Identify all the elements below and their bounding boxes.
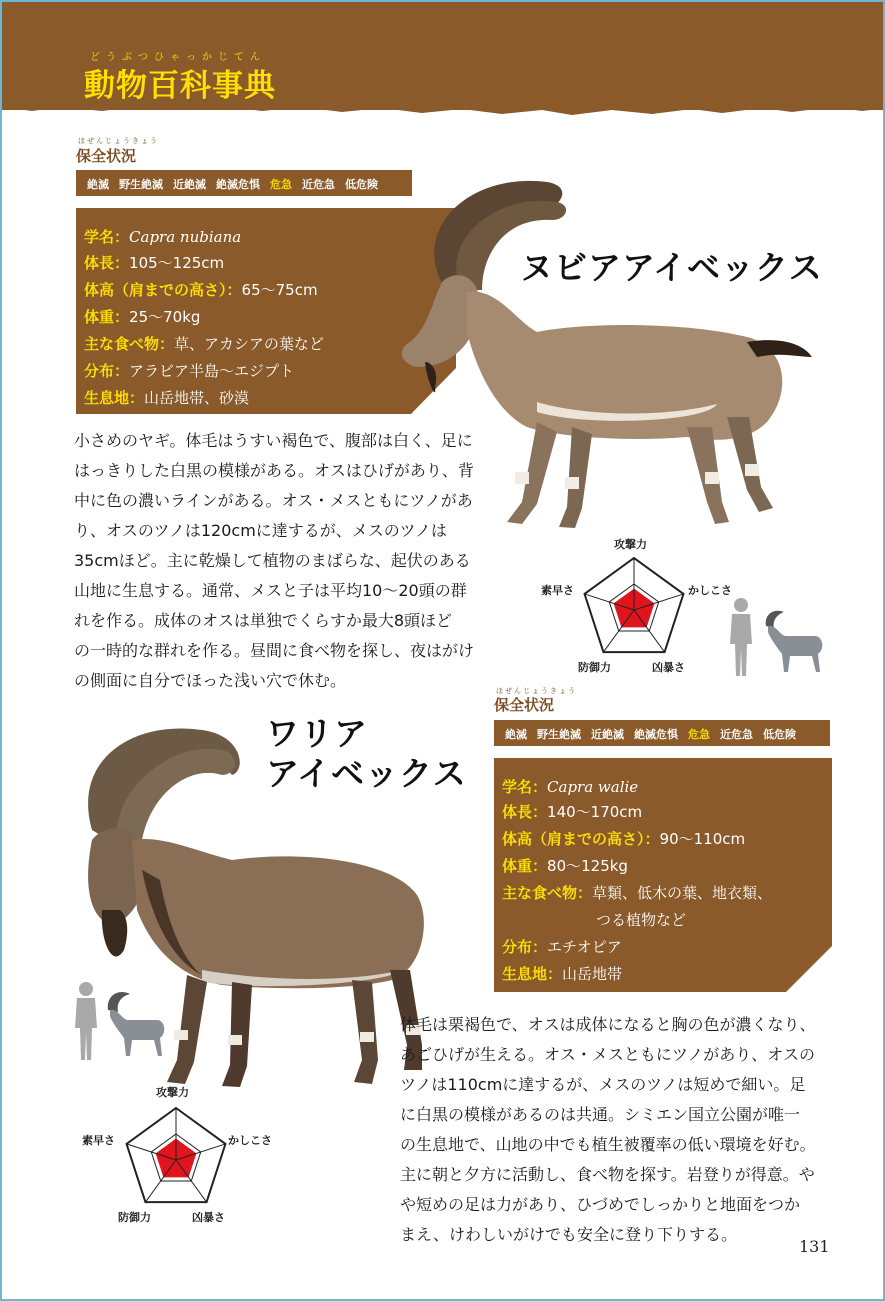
nubian-length: 体長：105〜125cm [84, 254, 225, 272]
walia-description [400, 1010, 840, 1250]
nubian-status-label: 保全状況 [76, 147, 137, 165]
key: 主な食べ物 [502, 884, 578, 902]
value: エチオピア [547, 938, 622, 956]
nubian-radar-label-intelligence: かしこさ [688, 584, 732, 597]
walia-food-cont: つる植物など [596, 911, 687, 929]
walia-status-label: 保全状況 [494, 696, 555, 714]
walia-height: 体高（肩までの高さ）：90〜110cm [502, 830, 746, 848]
walia-radar-label-attack: 攻撃力 [156, 1086, 189, 1099]
walia-scientific-name: 学名：Capra walie [502, 778, 639, 796]
title-ruby: どうぶつひゃっかじてん [90, 52, 266, 63]
walia-desc-line: 主に朝と夕方に活動し、食べ物を探す。岩登りが得意。や [400, 1165, 815, 1184]
value: アラビア半島〜エジプト [129, 362, 295, 380]
walia-size-comparison [72, 980, 172, 1062]
key: 体長 [502, 803, 533, 821]
value: 140〜170cm [547, 803, 643, 821]
walia-desc-line: や短めの足は力があり、ひづめでしっかりと地面をつか [400, 1195, 801, 1214]
value: 山岳地帯、砂漠 [144, 389, 250, 407]
nubian-height: 体高（肩までの高さ）：65〜75cm [84, 281, 318, 299]
value: Capra nubiana [129, 228, 242, 246]
walia-desc-line: あごひげが生える。オス・メスともにツノがあり、オスの [400, 1045, 816, 1064]
nubian-description [74, 426, 494, 696]
value: 90〜110cm [659, 830, 746, 848]
walia-weight: 体重：80〜125kg [502, 857, 628, 875]
walia-desc-line: の生息地で、山地の中でも植生被覆率の低い環境を好む。 [400, 1135, 816, 1154]
nubian-species-name: ヌビアアイベックス [520, 248, 823, 287]
walia-name-line2: アイベックス [266, 753, 467, 793]
nubian-desc-line: はっきりした白黒の模様がある。オスはひげがあり、背 [74, 461, 474, 480]
walia-radar-label-speed: 素早さ [82, 1134, 115, 1147]
status-extinct: 絶滅 [505, 728, 527, 741]
value: 25〜70kg [129, 308, 201, 326]
key: 体重 [84, 308, 115, 326]
nubian-desc-line: 中に色の濃いラインがある。オス・メスともにツノがあ [74, 491, 473, 510]
value: 草、アカシアの葉など [174, 335, 324, 353]
walia-status-ruby: ほぜんじょうきょう [496, 687, 577, 695]
key: 生息地 [84, 389, 130, 407]
status-endangered: 絶滅危惧 [634, 728, 678, 741]
status-vulnerable-active: 危急 [688, 728, 710, 741]
walia-distribution: 分布：エチオピア [502, 938, 622, 956]
walia-status-bar [494, 720, 830, 746]
walia-radar-label-intelligence: かしこさ [228, 1134, 272, 1147]
value: Capra walie [547, 778, 639, 796]
key: 体高（肩までの高さ） [502, 830, 645, 848]
key: 体高（肩までの高さ） [84, 281, 227, 299]
status-critically-endangered: 近絶滅 [173, 178, 206, 191]
page-title: 動物百科事典 [84, 68, 276, 104]
status-endangered: 絶滅危惧 [216, 178, 260, 191]
nubian-desc-line: 山地に生息する。通常、メスと子は平均10〜20頭の群 [74, 581, 467, 600]
key: 学名 [502, 778, 533, 796]
nubian-radar-label-attack: 攻撃力 [614, 538, 647, 551]
nubian-desc-line: 小さめのヤギ。体毛はうすい褐色で、腹部は白く、足に [74, 431, 473, 450]
nubian-status-ruby: ほぜんじょうきょう [78, 137, 159, 145]
nubian-status-bar [76, 170, 412, 196]
status-near-threatened: 近危急 [302, 178, 335, 191]
walia-length: 体長：140〜170cm [502, 803, 643, 821]
nubian-desc-line: の側面に自分でほった浅い穴で休む。 [74, 671, 347, 690]
nubian-scientific-name: 学名：Capra nubiana [84, 228, 242, 246]
walia-habitat: 生息地：山岳地帯 [502, 965, 623, 983]
nubian-desc-line: の一時的な群れを作る。昼間に食べ物を探し、夜はがけ [74, 641, 475, 660]
value: 80〜125kg [547, 857, 628, 875]
nubian-distribution: 分布：アラビア半島〜エジプト [84, 362, 295, 380]
key: 学名 [84, 228, 115, 246]
value: 山岳地帯 [562, 965, 623, 983]
status-extinct: 絶滅 [87, 178, 109, 191]
value: 65〜75cm [241, 281, 318, 299]
page-number: 131 [799, 1237, 830, 1256]
value: 草類、低木の葉、地衣類、 [592, 884, 773, 902]
nubian-desc-line: 35cmほど。主に乾燥して植物のまばらな、起伏のある [74, 551, 471, 570]
nubian-desc-line: れを作る。成体のオスは単独でくらすか最大8頭ほど [74, 611, 453, 630]
walia-desc-line: 体毛は栗褐色で、オスは成体になると胸の色が濃くなり、 [400, 1015, 816, 1034]
value: 105〜125cm [129, 254, 225, 272]
status-least-concern: 低危険 [345, 178, 378, 191]
key: 分布 [84, 362, 115, 380]
nubian-radar-label-speed: 素早さ [541, 584, 574, 597]
status-near-threatened: 近危急 [720, 728, 753, 741]
nubian-desc-line: り、オスのツノは120cmに達するが、メスのツノは [74, 521, 447, 540]
status-critically-endangered: 近絶滅 [591, 728, 624, 741]
walia-radar-label-ferocity: 凶暴さ [192, 1211, 225, 1224]
status-least-concern: 低危険 [763, 728, 796, 741]
walia-name-line1: ワリア [266, 714, 368, 753]
status-extinct-wild: 野生絶滅 [537, 728, 581, 741]
key: 体重 [502, 857, 533, 875]
walia-radar-label-defense: 防御力 [118, 1211, 151, 1224]
nubian-radar-label-ferocity: 凶暴さ [652, 661, 685, 674]
nubian-size-comparison [724, 596, 834, 678]
key: 生息地 [502, 965, 548, 983]
nubian-weight: 体重：25〜70kg [84, 308, 201, 326]
status-vulnerable-active: 危急 [270, 178, 292, 191]
key: 分布 [502, 938, 533, 956]
nubian-ability-radar [572, 550, 696, 662]
nubian-radar-label-defense: 防御力 [578, 661, 611, 674]
nubian-food: 主な食べ物：草、アカシアの葉など [84, 335, 324, 353]
nubian-habitat: 生息地：山岳地帯、砂漠 [84, 389, 250, 407]
key: 主な食べ物 [84, 335, 160, 353]
status-extinct-wild: 野生絶滅 [119, 178, 163, 191]
walia-ability-radar [114, 1100, 238, 1212]
walia-food: 主な食べ物：草類、低木の葉、地衣類、 [502, 884, 773, 902]
key: 体長 [84, 254, 115, 272]
walia-desc-line: まえ、けわしいがけでも安全に登り下りする。 [400, 1225, 737, 1244]
walia-desc-line: ツノは110cmに達するが、メスのツノは短めで細い。足 [400, 1075, 806, 1094]
walia-desc-line: に白黒の模様があるのは共通。シミエン国立公園が唯一 [400, 1105, 801, 1124]
